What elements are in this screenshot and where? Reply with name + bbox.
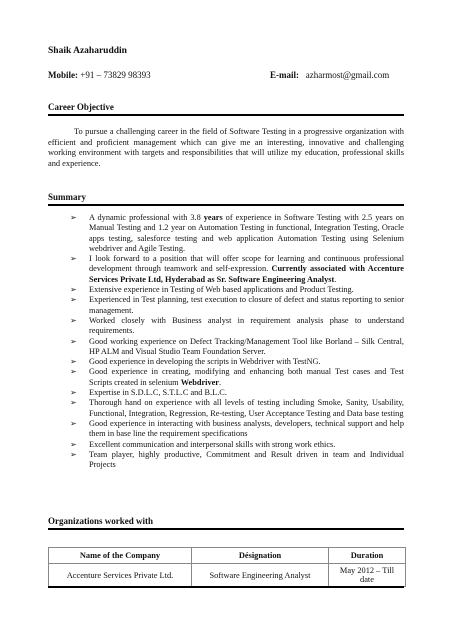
bullet-arrow-icon: ➢ <box>70 357 77 367</box>
contact-line <box>48 70 404 80</box>
summary-emphasis: years <box>203 213 223 222</box>
bullet-arrow-icon: ➢ <box>70 336 77 346</box>
table-header-row <box>49 548 406 564</box>
summary-text: Experienced in Test planning, test execution to closure of defect and status reporting to senior management. <box>89 295 404 315</box>
summary-item <box>70 254 404 285</box>
summary-item <box>70 357 404 367</box>
summary-text: Thorough hand on experience with all levels of testing including Smoke, Sanity, Usability, Functional, Integration, Regression, Re-testing, User Acceptance Testing and Data base testing <box>89 398 404 418</box>
bullet-arrow-icon: ➢ <box>70 439 77 449</box>
mobile-label: Mobile: <box>48 70 78 80</box>
section-divider <box>48 114 404 116</box>
bullet-arrow-icon: ➢ <box>70 315 77 325</box>
summary-text: Good working experience on Defect Tracking/Management Tool like Borland – Silk Central, HP ALM and Visual Studio Team Foundation Server. <box>89 336 404 356</box>
summary-text: Team player, highly productive, Commitment and Result driven in team and Individual Projects <box>89 449 404 470</box>
summary-text: Extensive experience in Testing of Web based applications and Product Testing. <box>89 285 354 295</box>
column-header-designation: Désignation <box>192 548 329 564</box>
section-divider <box>48 586 404 588</box>
career-objective-text: To pursue a challenging career in the field of Software Testing in a progressive organization with efficient and proficient management which can give me an interesting, innovative and challenging working environment with targets and responsibilities that will utilize my education, professional skills and experience. <box>48 127 404 169</box>
summary-text: . <box>218 377 222 387</box>
summary-text: Expertise in S.D.L.C, S.T.L.C and B.L.C. <box>89 388 227 398</box>
career-objective-heading: Career Objective <box>48 102 114 112</box>
bullet-arrow-icon: ➢ <box>70 398 77 408</box>
bullet-arrow-icon: ➢ <box>70 295 77 305</box>
table-row <box>49 564 406 587</box>
summary-item <box>70 285 404 295</box>
section-divider <box>48 528 404 530</box>
summary-item <box>70 419 404 440</box>
summary-text: I look forward to a position that will offer scope for learning and continuous professional development through teamwork and self-expression. <box>89 254 404 274</box>
column-header-company: Name of the Company <box>49 548 192 564</box>
summary-item <box>70 367 404 388</box>
bullet-arrow-icon: ➢ <box>70 449 77 459</box>
summary-item <box>70 450 404 471</box>
summary-text: . <box>334 274 337 284</box>
summary-text: Good experience in developing the scripts in Webdriver with TestNG. <box>89 357 321 367</box>
summary-text: Excellent communication and interpersonal skills with strong work ethics. <box>89 439 336 449</box>
bullet-arrow-icon: ➢ <box>70 388 77 398</box>
summary-item <box>70 388 404 398</box>
email-value: azharmost@gmail.com <box>305 70 390 80</box>
summary-list <box>70 213 404 470</box>
candidate-name: Shaik Azaharuddin <box>48 46 127 56</box>
email-block <box>270 70 389 80</box>
summary-item <box>70 295 404 316</box>
bullet-arrow-icon: ➢ <box>70 285 77 295</box>
bullet-arrow-icon: ➢ <box>70 367 77 377</box>
organizations-heading: Organizations worked with <box>48 516 154 526</box>
summary-text: Good experience in interacting with business analysts, developers, technical support and help them in base line the requirement specifications <box>89 418 404 439</box>
summary-item <box>70 213 404 254</box>
cell-company: Accenture Services Private Ltd. <box>49 564 192 587</box>
summary-item <box>70 316 404 337</box>
summary-text: Good experience in creating, modifying and enhancing both manual Test cases and Test Scripts created in selenium <box>89 367 404 387</box>
email-label: E-mail: <box>270 70 299 80</box>
bullet-arrow-icon: ➢ <box>70 418 77 428</box>
organizations-table <box>48 547 406 587</box>
cell-designation: Software Engineering Analyst <box>192 564 329 587</box>
bullet-arrow-icon: ➢ <box>70 213 77 222</box>
cell-duration: May 2012 – Till date <box>329 564 406 587</box>
bullet-arrow-icon: ➢ <box>70 254 77 264</box>
summary-text: Worked closely with Business analyst in requirement analysis phase to understand requirements. <box>89 315 404 336</box>
summary-item <box>70 440 404 450</box>
summary-text: A dynamic professional with 3.8 <box>89 213 204 222</box>
summary-emphasis: Webdriver <box>180 377 219 387</box>
summary-item <box>70 337 404 358</box>
section-divider <box>48 204 404 206</box>
column-header-duration: Duration <box>329 548 406 564</box>
summary-emphasis: Currently associated with Accenture Services Private Ltd, Hyderabad as Sr. Software Engineering Analyst <box>89 264 404 284</box>
summary-heading: Summary <box>48 192 86 202</box>
summary-item <box>70 398 404 419</box>
mobile-value: +91 – 73829 98393 <box>80 70 151 80</box>
summary-text: of experience in Software Testing with 2.5 years on Manual Testing and 1.2 year on Automation Testing in functional, Integration Testing, Oracle apps testing, salesforce testing and web application Automation Testing using Selenium webdriver and Agile Testing. <box>89 213 404 253</box>
